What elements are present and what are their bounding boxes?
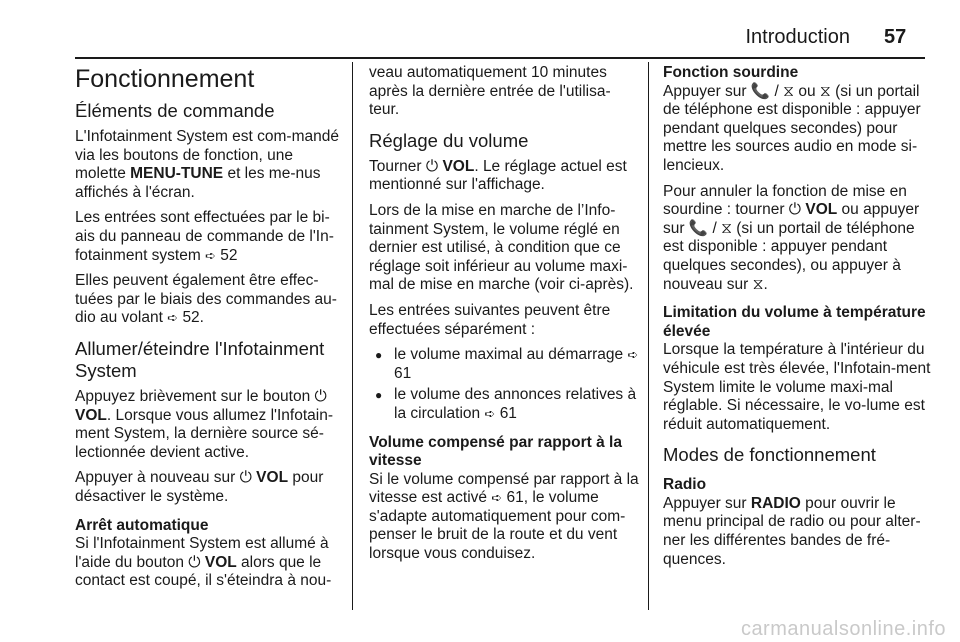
column-1	[75, 64, 343, 591]
page-ref-arrow-icon: ➪	[484, 405, 496, 421]
paragraph: Pour annuler la fonction de mise en sourdine : tourner ⏻ VOL ou appuyer sur 📞 / ⧖ (si un portail de téléphone est disponible : appuyer pendant quelques secondes), ou appuyer à nouveau sur ⧖.	[663, 182, 920, 293]
power-icon: ⏻	[188, 553, 201, 571]
power-icon: ⏻	[788, 201, 802, 219]
paragraph: Les entrées suivantes peuvent être effectuées séparément :	[369, 301, 611, 338]
power-icon: ⏻	[425, 157, 439, 175]
paragraph: veau automatiquement 10 minutes après la dernière entrée de l'utilisa-teur.	[369, 64, 611, 119]
page-ref-arrow-icon: ➪	[627, 347, 639, 363]
heading-modes: Modes de fonctionnement	[663, 444, 876, 466]
paragraph: Appuyer à nouveau sur ⏻ VOL pour désactiver le système.	[75, 469, 324, 505]
list-item: ● le volume des annonces relatives à la circulation ➪ 61	[369, 386, 639, 423]
paragraph: Appuyer sur RADIO pour ouvrir le menu principal de radio ou pour alter-ner les différentes bandes de fré-quences.	[663, 494, 921, 568]
heading-elements: Éléments de commande	[75, 100, 275, 121]
paragraph: Lors de la mise en marche de l’Info-tainment System, le volume réglé en dernier est utilisé, à condition que ce réglage soit inférieur au volume maxi-mal de mise en marche (voir ci-après).	[369, 201, 634, 294]
power-icon: ⏻	[314, 387, 327, 405]
watermark: carmanualsonline.info	[740, 618, 946, 640]
paragraph: Appuyer sur 📞 / ⧖ ou ⧖ (si un portail de téléphone est disponible : appuyer pendant quelques secondes) pour mettre les sources audio en mode si-lencieux.	[663, 82, 921, 174]
power-icon: ⏻	[239, 469, 252, 487]
heading-volume: Réglage du volume	[369, 129, 529, 151]
section-title: Fonctionnement	[75, 65, 255, 93]
subheading-speed-volume: Volume compensé par rapport à la vitesse	[369, 433, 622, 470]
mute-icon: ⧖	[752, 275, 764, 293]
column-2	[369, 64, 639, 564]
header-rule	[75, 57, 925, 59]
list-item: ● le volume maximal au démarrage ➪ 61	[369, 346, 639, 383]
subheading-temperature: Limitation du volume à température élevée	[663, 304, 926, 340]
paragraph: Les entrées sont effectuées par le bi-ais du panneau de commande de l'In-fotainment system ➪ 52	[75, 209, 334, 264]
column-divider-1	[352, 62, 353, 610]
mute-icon: ⧖	[819, 82, 831, 100]
column-3	[663, 64, 931, 569]
page-ref-arrow-icon: ➪	[205, 247, 216, 263]
bullet-list	[369, 346, 639, 423]
header-title: Introduction	[745, 26, 850, 48]
phone-icon: 📞	[688, 219, 709, 237]
subheading-radio: Radio	[663, 476, 707, 494]
phone-icon: 📞	[750, 82, 771, 100]
page-ref-arrow-icon: ➪	[491, 490, 503, 506]
paragraph: Elles peuvent également être effec-tuées par le biais des commandes au-dio au volant ➪ 52.	[75, 272, 337, 327]
mute-icon: ⧖	[721, 219, 732, 237]
paragraph: Si le volume compensé par rapport à la vitesse est activé ➪ 61, le volume s'adapte automatiquement pour com-penser le bruit de la route et du vent lorsque vous conduisez.	[369, 470, 639, 563]
heading-power: Allumer/éteindre l'Infotainment System	[75, 337, 325, 381]
page-ref-arrow-icon: ➪	[167, 310, 179, 326]
paragraph: Si l'Infotainment System est allumé à l'aide du bouton ⏻ VOL alors que le contact est coupé, il s'éteindra à nou-	[75, 535, 332, 590]
paragraph: Tourner ⏻ VOL. Le réglage actuel est mentionné sur l'affichage.	[369, 157, 627, 194]
paragraph: Appuyez brièvement sur le bouton ⏻ VOL. Lorsque vous allumez l'Infotain-ment System, la dernière source sé-lectionnée devient active.	[75, 387, 333, 461]
page-number: 57	[884, 26, 907, 48]
subheading-auto-off: Arrêt automatique	[75, 516, 209, 534]
subheading-mute: Fonction sourdine	[663, 64, 799, 81]
mute-icon: ⧖	[783, 82, 795, 100]
paragraph: L'Infotainment System est com-mandé via les boutons de fonction, une molette MENU-TUNE et les me-nus affichés à l'écran.	[75, 128, 339, 201]
paragraph: Lorsque la température à l'intérieur du véhicule est très élevée, l'Infotain-ment System limite le volume maxi-mal réglable. Si nécessaire, le vo-lume est réduit automatiquement.	[663, 341, 931, 433]
column-divider-2	[648, 62, 649, 610]
